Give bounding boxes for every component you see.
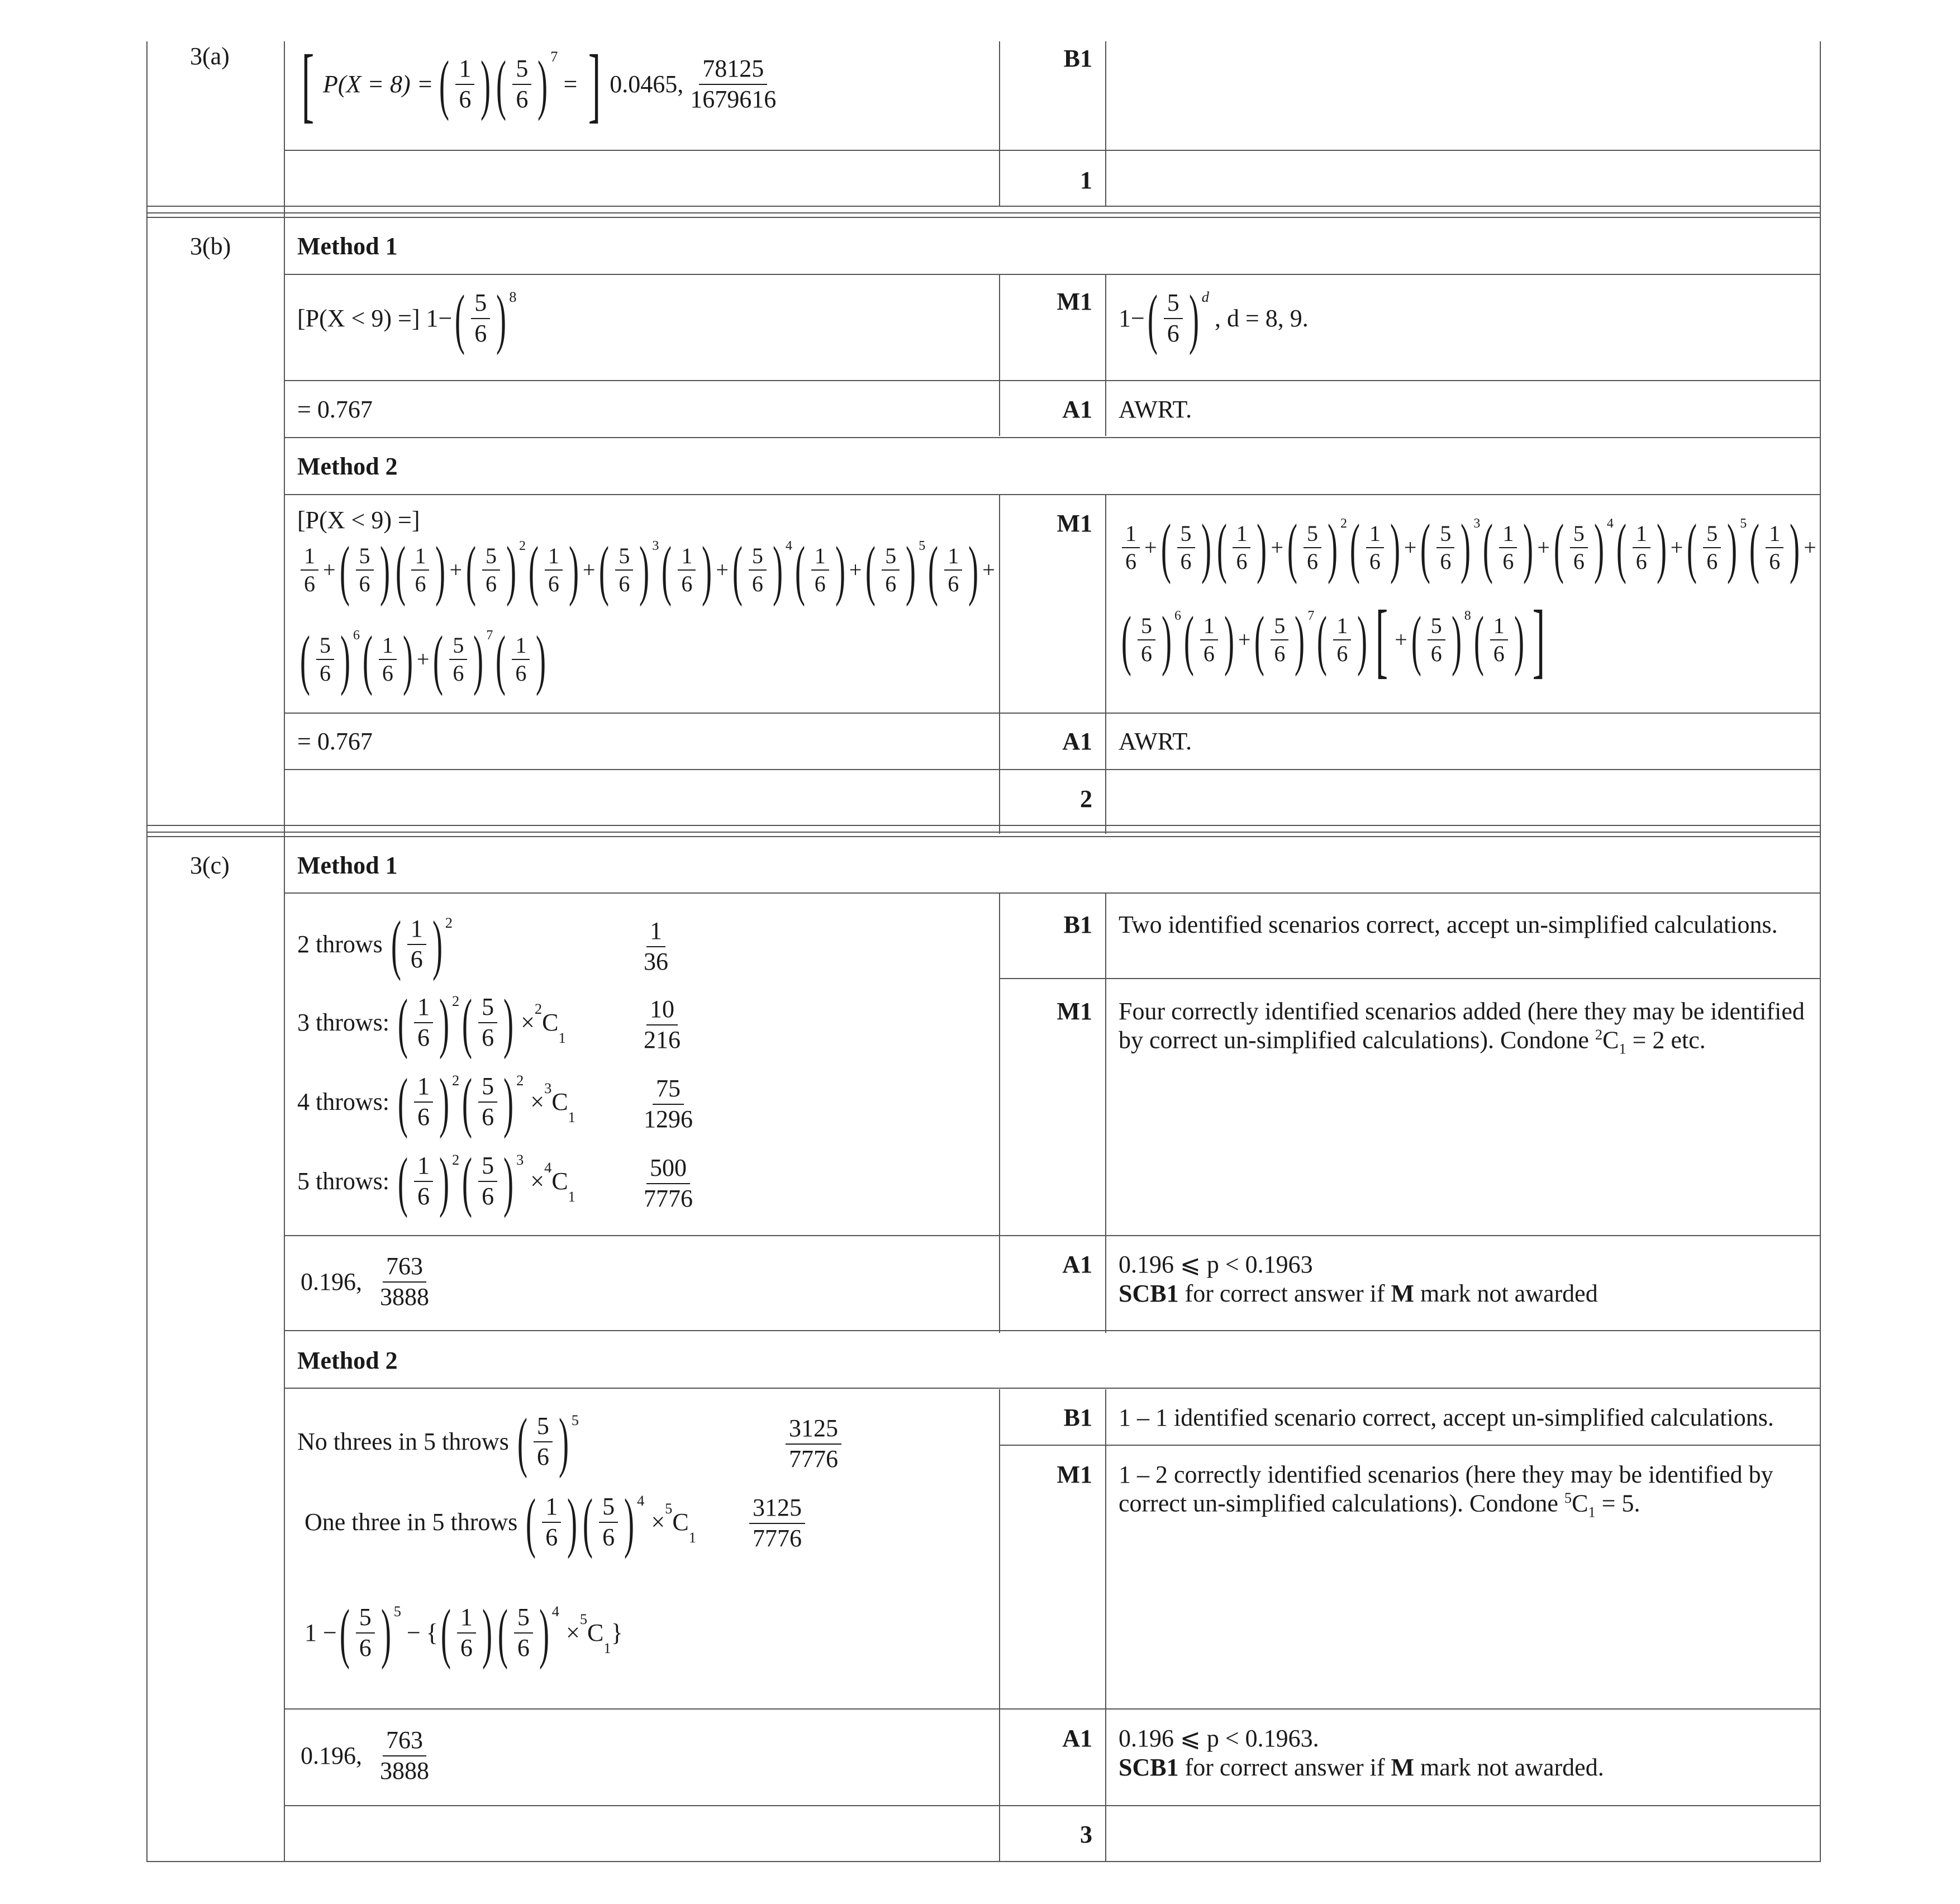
mark-m1: M1 bbox=[1057, 1461, 1092, 1488]
exponent: 7 bbox=[486, 628, 493, 643]
method-heading: Method 2 bbox=[297, 453, 398, 480]
guidance-note: 0.196 ⩽ p < 0.1963. bbox=[1119, 1725, 1319, 1752]
paren: ) bbox=[1514, 602, 1524, 677]
fraction: $\frac{1}{6}$ bbox=[1333, 612, 1351, 667]
paren: ( bbox=[1287, 510, 1297, 585]
paren: ( bbox=[662, 533, 672, 607]
fraction: $\frac{1}{6}$ bbox=[1200, 612, 1218, 667]
exponent: 4 bbox=[1606, 516, 1614, 531]
mark-m1: M1 bbox=[1057, 998, 1092, 1025]
plus-sign: + bbox=[1537, 535, 1550, 560]
paren: ( bbox=[1687, 510, 1697, 585]
paren: ( bbox=[1483, 510, 1493, 585]
scenario-value: $\frac{10}{216}$ bbox=[644, 995, 681, 1053]
paren: ) bbox=[906, 533, 916, 607]
paren: ) bbox=[835, 533, 845, 607]
exponent: 6 bbox=[1174, 609, 1181, 623]
mark-b1: B1 bbox=[1063, 45, 1092, 72]
exponent: 2 bbox=[518, 539, 526, 553]
paren: ( bbox=[1420, 510, 1431, 585]
exponent: 5 bbox=[1740, 516, 1747, 531]
paren: ) bbox=[1790, 510, 1800, 585]
fraction: $\frac{1}{6}$ bbox=[1233, 520, 1250, 575]
paren: ) bbox=[1201, 510, 1211, 585]
fraction: $\frac{5}{6}$ bbox=[316, 632, 334, 687]
series-term bbox=[430, 622, 549, 696]
total-marks: 1 bbox=[1080, 167, 1092, 194]
fraction: $\frac{1}{6}$ bbox=[678, 543, 696, 597]
series-term bbox=[1684, 510, 1802, 585]
bracket: ] bbox=[1532, 593, 1545, 686]
plus-sign: + bbox=[1404, 535, 1417, 560]
series-term bbox=[1252, 602, 1370, 677]
exponent: 2 bbox=[1340, 516, 1347, 531]
paren: ) bbox=[379, 533, 390, 607]
series-term bbox=[1285, 510, 1403, 585]
paren: ( bbox=[395, 533, 406, 607]
guidance-formula bbox=[1119, 593, 1550, 686]
series-term bbox=[1551, 510, 1669, 585]
scenario-row: No threes in 5 throws ( $\frac{5}{6}$ ) $^5$ bbox=[297, 1404, 579, 1479]
scenario-value: $\frac{1}{36}$ bbox=[644, 917, 668, 975]
guidance-formula bbox=[1119, 510, 1818, 585]
guidance-note: 1 – 2 correctly identified scenarios (here they may be identified by correct un-simplified calculations). Condone $^5C_1 = 5$. bbox=[1119, 1461, 1773, 1521]
series-term bbox=[730, 533, 848, 607]
paren: ( bbox=[433, 622, 444, 696]
paren: ) bbox=[568, 533, 579, 607]
exponent: 5 bbox=[919, 539, 926, 553]
plus-sign: + bbox=[1804, 535, 1816, 560]
plus-sign: + bbox=[1670, 535, 1683, 560]
series-term bbox=[337, 533, 449, 607]
scenario-value: $\frac{500}{7776}$ bbox=[644, 1154, 693, 1212]
fraction: $\frac{5}{6}$ bbox=[1177, 520, 1195, 575]
question-label: 3(a) bbox=[190, 42, 230, 70]
mark-m1: M1 bbox=[1057, 510, 1092, 537]
guidance-note: 0.196 ⩽ p < 0.1963 bbox=[1119, 1251, 1313, 1278]
fraction: $\frac{5}{6}$ bbox=[1436, 520, 1454, 575]
fraction: $\frac{1}{6}$ bbox=[1633, 520, 1650, 575]
series-term bbox=[1119, 602, 1237, 677]
plus-sign: + bbox=[1238, 627, 1251, 652]
guidance-note: SCB1 for correct answer if M mark not awarded. bbox=[1119, 1754, 1604, 1781]
bracket: [ bbox=[1376, 593, 1388, 686]
paren: ( bbox=[928, 533, 939, 607]
total-marks: 2 bbox=[1080, 785, 1092, 813]
exponent: 4 bbox=[785, 539, 792, 553]
answer-formula: [P(X < 9) =] 1− ( $\frac{5}{6}$ ) $^8$ bbox=[297, 281, 517, 355]
answer-value: 0.196, $\frac{763}{3888}$ bbox=[301, 1726, 429, 1784]
series-term bbox=[1158, 510, 1270, 585]
paren: ) bbox=[402, 622, 413, 696]
plus-sign: + bbox=[716, 557, 729, 582]
paren: ( bbox=[496, 622, 506, 696]
mark-b1: B1 bbox=[1063, 1404, 1092, 1431]
paren: ( bbox=[528, 533, 539, 607]
paren: ( bbox=[1411, 602, 1421, 677]
paren: ) bbox=[1161, 602, 1172, 677]
fraction: $\frac{1}{6}$ bbox=[811, 543, 829, 597]
paren: ) bbox=[1523, 510, 1534, 585]
question-label: 3(c) bbox=[190, 852, 230, 879]
paren: ) bbox=[1357, 602, 1368, 677]
series-term bbox=[297, 622, 416, 696]
fraction: $\frac{5}{6}$ bbox=[749, 543, 767, 597]
fraction: $\frac{1}{6}$ bbox=[944, 543, 962, 597]
paren: ( bbox=[1349, 510, 1360, 585]
fraction: $\frac{5}{6}$ bbox=[1428, 612, 1445, 667]
answer-value: = 0.767 bbox=[297, 728, 373, 755]
total-marks: 3 bbox=[1080, 1821, 1092, 1848]
scenario-value: $\frac{75}{1296}$ bbox=[644, 1075, 693, 1133]
plus-sign: + bbox=[449, 557, 462, 582]
scenario-row: 4 throws: ( $\frac{1}{6}$ ) $^2$ ( $\frac{5}{6}$ ) $^2$ × $^3$ C $_1$ bbox=[297, 1065, 575, 1139]
plus-sign: + bbox=[849, 557, 862, 582]
fraction: $\frac{5}{6}$ bbox=[1703, 520, 1721, 575]
series-term bbox=[1417, 510, 1536, 585]
answer-value: 0.196, $\frac{763}{3888}$ bbox=[301, 1252, 429, 1311]
fraction: $\frac{1}{6}$ bbox=[1366, 520, 1384, 575]
paren: ( bbox=[1317, 602, 1328, 677]
answer-value: = 0.767 bbox=[297, 396, 373, 423]
paren: ( bbox=[362, 622, 373, 696]
paren: ) bbox=[435, 533, 446, 607]
mark-a1: A1 bbox=[1062, 1251, 1092, 1278]
exponent: 8 bbox=[1464, 609, 1471, 623]
mark-b1: B1 bbox=[1063, 911, 1092, 938]
series-term bbox=[1409, 602, 1527, 677]
fraction: $\frac{1}{6}$ bbox=[545, 543, 563, 597]
paren: ( bbox=[1749, 510, 1760, 585]
paren: ( bbox=[465, 533, 476, 607]
fraction: $\frac{1}{6}$ bbox=[379, 632, 397, 687]
mark-a1: A1 bbox=[1062, 396, 1092, 423]
fraction: $\frac{5}{6}$ bbox=[1138, 612, 1155, 667]
paren: ) bbox=[506, 533, 516, 607]
question-label: 3(b) bbox=[190, 232, 231, 260]
plus-sign: + bbox=[1395, 627, 1407, 652]
scenario-row: 2 throws ( $\frac{1}{6}$ ) $^2$ bbox=[297, 907, 453, 981]
method-heading: Method 1 bbox=[297, 232, 398, 260]
paren: ) bbox=[639, 533, 650, 607]
paren: ( bbox=[1160, 510, 1171, 585]
paren: ) bbox=[473, 622, 484, 696]
series-term bbox=[463, 533, 582, 607]
guidance-note: AWRT. bbox=[1119, 396, 1192, 423]
series-term bbox=[863, 533, 981, 607]
paren: ) bbox=[1593, 510, 1604, 585]
method-heading: Method 2 bbox=[297, 1347, 398, 1374]
plus-sign: + bbox=[323, 557, 336, 582]
paren: ) bbox=[772, 533, 783, 607]
paren: ( bbox=[1121, 602, 1131, 677]
paren: ) bbox=[340, 622, 350, 696]
paren: ) bbox=[536, 622, 546, 696]
guidance-note: AWRT. bbox=[1119, 728, 1192, 755]
paren: ) bbox=[1451, 602, 1462, 677]
plus-sign: + bbox=[1144, 535, 1157, 560]
mark-a1: A1 bbox=[1062, 1725, 1092, 1752]
guidance-note: 1 – 1 identified scenario correct, accept un-simplified calculations. bbox=[1119, 1404, 1774, 1431]
paren: ( bbox=[732, 533, 743, 607]
plus-sign: + bbox=[982, 557, 995, 582]
paren: ) bbox=[1224, 602, 1234, 677]
paren: ( bbox=[1473, 602, 1484, 677]
paren: ) bbox=[1461, 510, 1471, 585]
mark-m1: M1 bbox=[1057, 288, 1092, 315]
paren: ( bbox=[1183, 602, 1194, 677]
paren: ) bbox=[702, 533, 712, 607]
scenario-row: One three in 5 throws ( $\frac{1}{6}$ ) ( $\frac{5}{6}$ ) $^4$ × $^5$ C $_1$ bbox=[305, 1485, 696, 1559]
paren: ( bbox=[1254, 602, 1265, 677]
paren: ) bbox=[1390, 510, 1400, 585]
paren: ( bbox=[339, 533, 350, 607]
paren: ( bbox=[1616, 510, 1626, 585]
fraction: $\frac{1}{6}$ bbox=[512, 632, 530, 687]
paren: ( bbox=[795, 533, 805, 607]
paren: ) bbox=[1257, 510, 1267, 585]
fraction: $\frac{1}{6}$ bbox=[1490, 612, 1508, 667]
guidance-note: Four correctly identified scenarios added (here they may be identified by correct un-simplified calculations). Condone $^2C_1 = 2$ etc. bbox=[1119, 998, 1805, 1057]
guidance-note: Two identified scenarios correct, accept un-simplified calculations. bbox=[1119, 911, 1778, 938]
fraction: $\frac{5}{6}$ bbox=[1304, 520, 1321, 575]
answer-formula bbox=[297, 622, 549, 696]
fraction: $\frac{5}{6}$ bbox=[882, 543, 900, 597]
scenario-row: 3 throws: ( $\frac{1}{6}$ ) $^2$ ( $\frac{5}{6}$ ) × $^2$ C $_1$ bbox=[297, 985, 566, 1060]
exponent: 7 bbox=[1307, 609, 1315, 623]
fraction: $\frac{1}{6}$ bbox=[301, 543, 318, 597]
paren: ) bbox=[1327, 510, 1338, 585]
paren: ) bbox=[1727, 510, 1738, 585]
guidance-note: 1− ( $\frac{5}{6}$ ) $^d$ , d = 8, 9. bbox=[1119, 281, 1309, 355]
exponent: 6 bbox=[353, 628, 360, 643]
paren: ( bbox=[299, 622, 310, 696]
fraction: $\frac{1}{6}$ bbox=[1499, 520, 1517, 575]
paren: ( bbox=[865, 533, 876, 607]
fraction: $\frac{5}{6}$ bbox=[1271, 612, 1288, 667]
scenario-row: 5 throws: ( $\frac{1}{6}$ ) $^2$ ( $\frac{5}{6}$ ) $^3$ × $^4$ C $_1$ bbox=[297, 1144, 575, 1218]
paren: ( bbox=[599, 533, 610, 607]
exponent: 3 bbox=[652, 539, 659, 553]
plus-sign: + bbox=[582, 557, 596, 582]
series-term bbox=[596, 533, 715, 607]
exponent: 3 bbox=[1473, 516, 1481, 531]
scenario-value: $\frac{3125}{7776}$ bbox=[746, 1493, 808, 1554]
fraction: $\frac{5}{6}$ bbox=[1570, 520, 1588, 575]
paren: ) bbox=[1295, 602, 1305, 677]
answer-formula: [ P(X = 8) = ( $\frac{1}{6}$ ) ( $\frac{5}{6}$ ) $^7$ = ] 0.0465, $\frac{78125}{1679616}$ bbox=[301, 38, 777, 131]
fraction: $\frac{5}{6}$ bbox=[482, 543, 500, 597]
answer-formula-prefix: [P(X < 9) =] bbox=[297, 506, 420, 534]
combined-formula: 1 − ( $\frac{5}{6}$ ) $^5$ − { ( $\frac{1}{6}$ ) ( $\frac{5}{6}$ ) $^4$ × $^5$ C $_1$ } bbox=[305, 1596, 623, 1670]
fraction: $\frac{5}{6}$ bbox=[615, 543, 633, 597]
paren: ( bbox=[1216, 510, 1227, 585]
fraction: $\frac{1}{6}$ bbox=[411, 543, 429, 597]
guidance-note: SCB1 for correct answer if M mark not awarded bbox=[1119, 1280, 1598, 1307]
plus-sign: + bbox=[416, 647, 430, 672]
plus-sign: + bbox=[1271, 535, 1283, 560]
fraction: $\frac{5}{6}$ bbox=[449, 632, 467, 687]
fraction: $\frac{1}{6}$ bbox=[1122, 520, 1140, 575]
scenario-value: $\frac{3125}{7776}$ bbox=[782, 1414, 845, 1474]
paren: ) bbox=[968, 533, 979, 607]
method-heading: Method 1 bbox=[297, 852, 398, 879]
mark-a1: A1 bbox=[1062, 728, 1092, 755]
fraction: $\frac{5}{6}$ bbox=[356, 543, 374, 597]
fraction: $\frac{1}{6}$ bbox=[1766, 520, 1783, 575]
paren: ( bbox=[1553, 510, 1564, 585]
paren: ) bbox=[1656, 510, 1667, 585]
answer-formula bbox=[297, 533, 996, 607]
